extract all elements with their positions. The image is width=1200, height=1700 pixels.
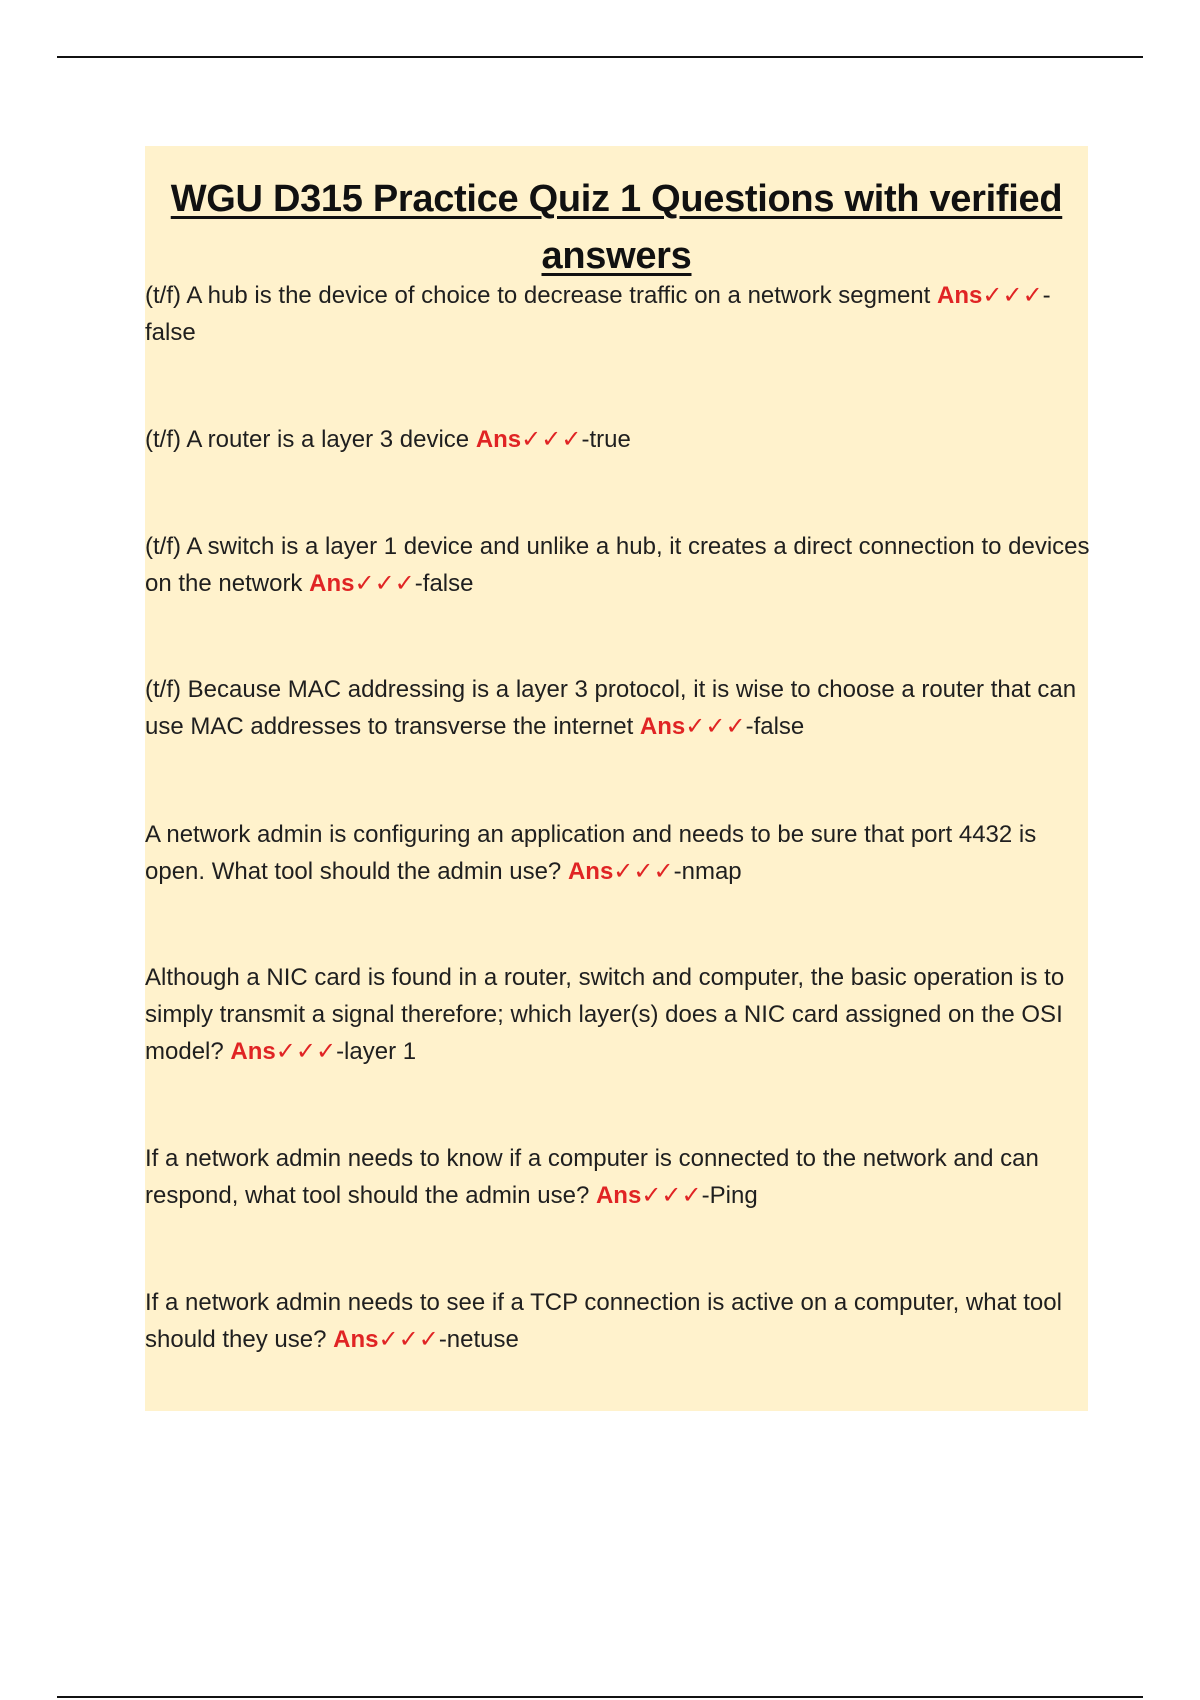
answer-text: -false (145, 282, 1051, 346)
check-marks-icon: ✓✓✓ (275, 1038, 337, 1065)
check-marks-icon: ✓✓✓ (613, 858, 674, 885)
answer-text: -nmap (673, 858, 742, 885)
question-text: (t/f) A switch is a layer 1 device and unlike a hub, it creates a direct connection to devices on the network (145, 533, 1090, 597)
check-marks-icon: ✓✓✓ (641, 1182, 702, 1209)
answer-label: Ans (475, 426, 522, 453)
answer-label: Ans (333, 1326, 379, 1353)
question-text: Although a NIC card is found in a router, switch and computer, the basic operation is to simply transmit a signal therefore; which layer(s) does a NIC card assigned on the OSI model? (145, 964, 1065, 1065)
check-marks-icon: ✓✓✓ (685, 713, 746, 740)
answer-label: Ans (595, 1182, 642, 1209)
question-text: (t/f) A router is a layer 3 device (145, 426, 470, 453)
bottom-rule (57, 1696, 1143, 1698)
answer-label: Ans (567, 858, 614, 885)
question-item-6 (145, 959, 1090, 1070)
question-item-7 (145, 1140, 1090, 1214)
question-item-1 (145, 277, 1090, 351)
question-item-2 (145, 421, 1090, 458)
page-title: WGU D315 Practice Quiz 1 Questions with verified answers (170, 178, 1063, 278)
question-text: (t/f) A hub is the device of choice to decrease traffic on a network segment (145, 282, 931, 309)
answer-label: Ans (639, 713, 686, 740)
answer-label: Ans (937, 282, 983, 309)
answer-text: -false (414, 570, 474, 597)
answer-text: -netuse (438, 1326, 519, 1353)
check-marks-icon: ✓✓✓ (354, 570, 415, 597)
question-text: (t/f) Because MAC addressing is a layer 3 protocol, it is wise to choose a router that can use MAC addresses to transverse the internet (145, 676, 1077, 740)
answer-label: Ans (230, 1038, 276, 1065)
check-marks-icon: ✓✓✓ (521, 426, 582, 453)
answer-text: -Ping (701, 1182, 758, 1209)
answer-text: -layer 1 (336, 1038, 417, 1065)
question-text: A network admin is configuring an application and needs to be sure that port 4432 is open. What tool should the admin use? (145, 821, 1037, 885)
top-rule (57, 56, 1143, 58)
question-item-8 (145, 1284, 1090, 1358)
question-item-5 (145, 816, 1090, 890)
question-text: If a network admin needs to see if a TCP connection is active on a computer, what tool should they use? (145, 1289, 1062, 1353)
question-item-3 (145, 528, 1090, 602)
check-marks-icon: ✓✓✓ (982, 282, 1043, 309)
question-text: If a network admin needs to know if a computer is connected to the network and can respond, what tool should the admin use? (145, 1145, 1039, 1209)
question-item-4 (145, 671, 1090, 745)
answer-text: -false (745, 713, 805, 740)
check-marks-icon: ✓✓✓ (378, 1326, 439, 1353)
answer-label: Ans (309, 570, 355, 597)
answer-text: -true (581, 426, 631, 453)
